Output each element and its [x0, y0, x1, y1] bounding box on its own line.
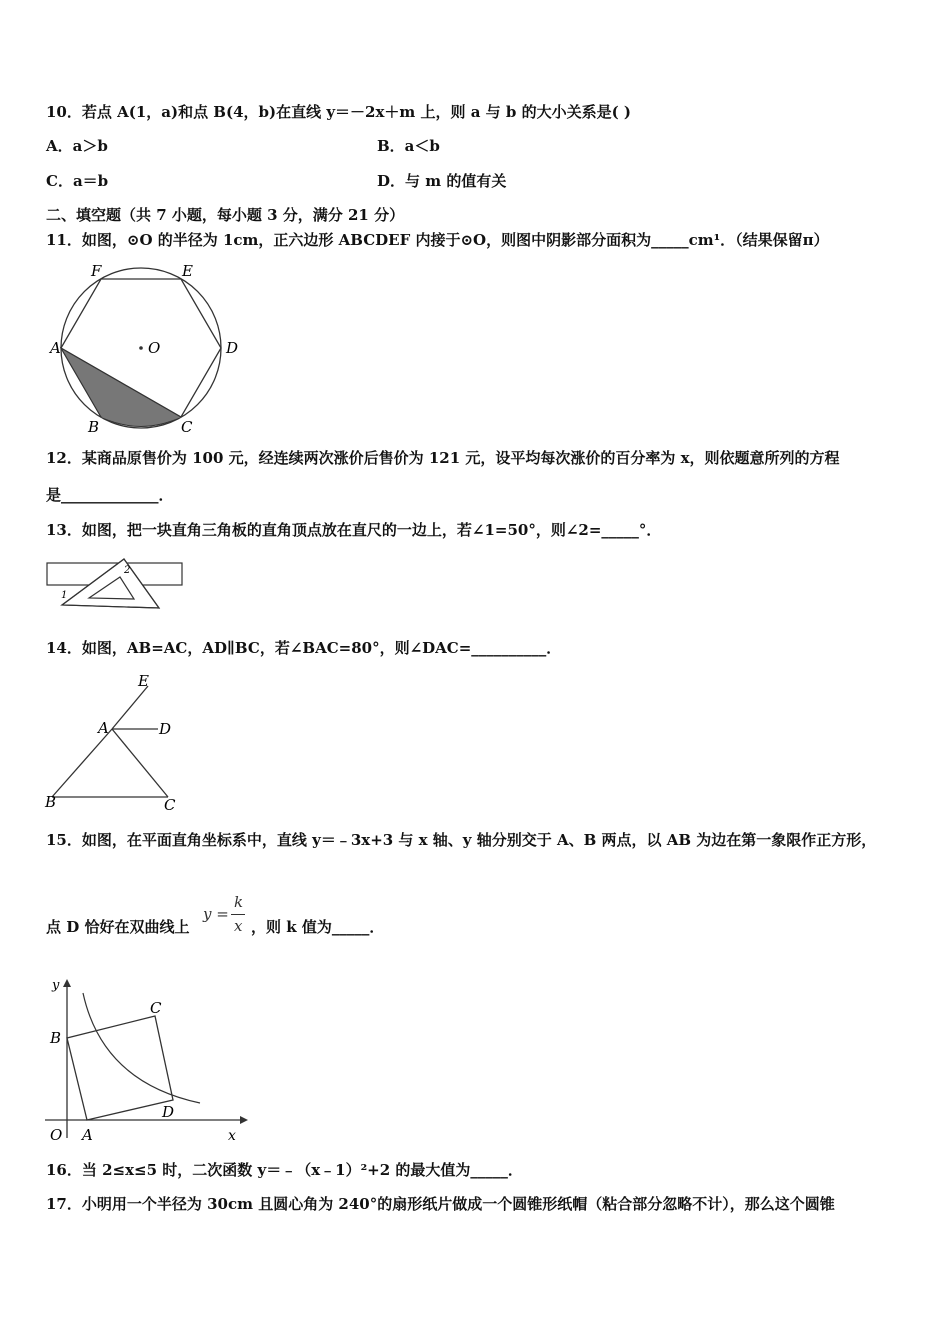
label-d: D	[159, 720, 172, 738]
shaded-region	[61, 348, 181, 427]
q15-formula-y: y =	[203, 905, 229, 923]
q12-stem: 12．某商品原售价为 100 元，经连续两次涨价后售价为 121 元，设平均每次涨价的百分率为 x，则依题意所列的方程	[46, 449, 840, 467]
q11-hexagon-figure	[40, 256, 250, 436]
q15-stem: 15．如图，在平面直角坐标系中，直线 y＝﹣3x+3 与 x 轴、y 轴分别交于 A、B 两点，以 AB 为边在第一象限作正方形，	[46, 831, 877, 849]
label-o: O	[50, 1126, 63, 1144]
q11-stem: 11．如图，⊙O 的半径为 1cm，正六边形 ABCDEF 内接于⊙O，则图中阴影部分面积为_____cm¹．（结果保留π）	[46, 231, 829, 249]
label-a: A	[82, 1126, 93, 1144]
q13-stem: 13．如图，把一块直角三角板的直角顶点放在直尺的一边上，若∠1=50°，则∠2=_____°．	[46, 521, 662, 539]
q10-option-c: C．a＝b	[46, 172, 109, 190]
square-abcd	[67, 1016, 173, 1120]
q10-option-d: D．与 m 的值有关	[377, 172, 507, 190]
q15-stem-2-post: ，则 k 值为_____．	[251, 918, 385, 936]
q15-stem-2-pre: 点 D 恰好在双曲线上	[46, 918, 190, 936]
hyperbola	[83, 993, 200, 1103]
label-e: E	[138, 672, 149, 690]
label-c: C	[150, 999, 162, 1017]
q16-stem: 16．当 2≤x≤5 时，二次函数 y＝﹣（x﹣1）²+2 的最大值为_____．	[46, 1161, 523, 1179]
q15-formula-numerator: k	[234, 893, 244, 911]
label-a: A	[50, 339, 61, 357]
label-b: B	[88, 418, 100, 436]
label-y: y	[52, 978, 60, 993]
section-title: 二、填空题（共 7 小题，每小题 3 分，满分 21 分）	[46, 206, 405, 224]
label-c: C	[181, 418, 193, 436]
fraction-bar	[231, 914, 245, 915]
q14-stem: 14．如图，AB=AC，AD∥BC，若∠BAC=80°，则∠DAC=__________．	[46, 639, 562, 657]
q12-stem-2: 是_____________．	[46, 486, 174, 504]
label-a: A	[98, 719, 109, 737]
label-d: D	[226, 339, 239, 357]
label-c: C	[164, 796, 176, 814]
q10-option-b: B．a＜b	[377, 137, 440, 155]
label-2: 2	[124, 565, 131, 576]
q15-coordinate-figure	[40, 973, 255, 1148]
q17-stem: 17．小明用一个半径为 30cm 且圆心角为 240°的扇形纸片做成一个圆锥形纸帽（粘合部分忽略不计），那么这个圆锥	[46, 1195, 835, 1213]
q14-triangle-figure	[40, 670, 190, 815]
label-f: F	[91, 262, 102, 280]
q10-stem: 10．若点 A(1，a)和点 B(4，b)在直线 y＝－2x＋m 上，则 a 与 b 的大小关系是( )	[46, 103, 632, 121]
q15-formula-denominator: x	[234, 917, 243, 935]
label-o: O	[148, 339, 161, 357]
q13-ruler-figure	[44, 555, 186, 615]
label-d: D	[162, 1103, 175, 1121]
label-b: B	[50, 1029, 62, 1047]
label-1: 1	[61, 590, 68, 601]
label-x: x	[228, 1128, 236, 1144]
q10-option-a: A．a＞b	[46, 137, 108, 155]
q15-stem-2	[46, 917, 189, 937]
center-point	[139, 346, 143, 350]
label-b: B	[45, 793, 57, 811]
label-e: E	[182, 262, 193, 280]
